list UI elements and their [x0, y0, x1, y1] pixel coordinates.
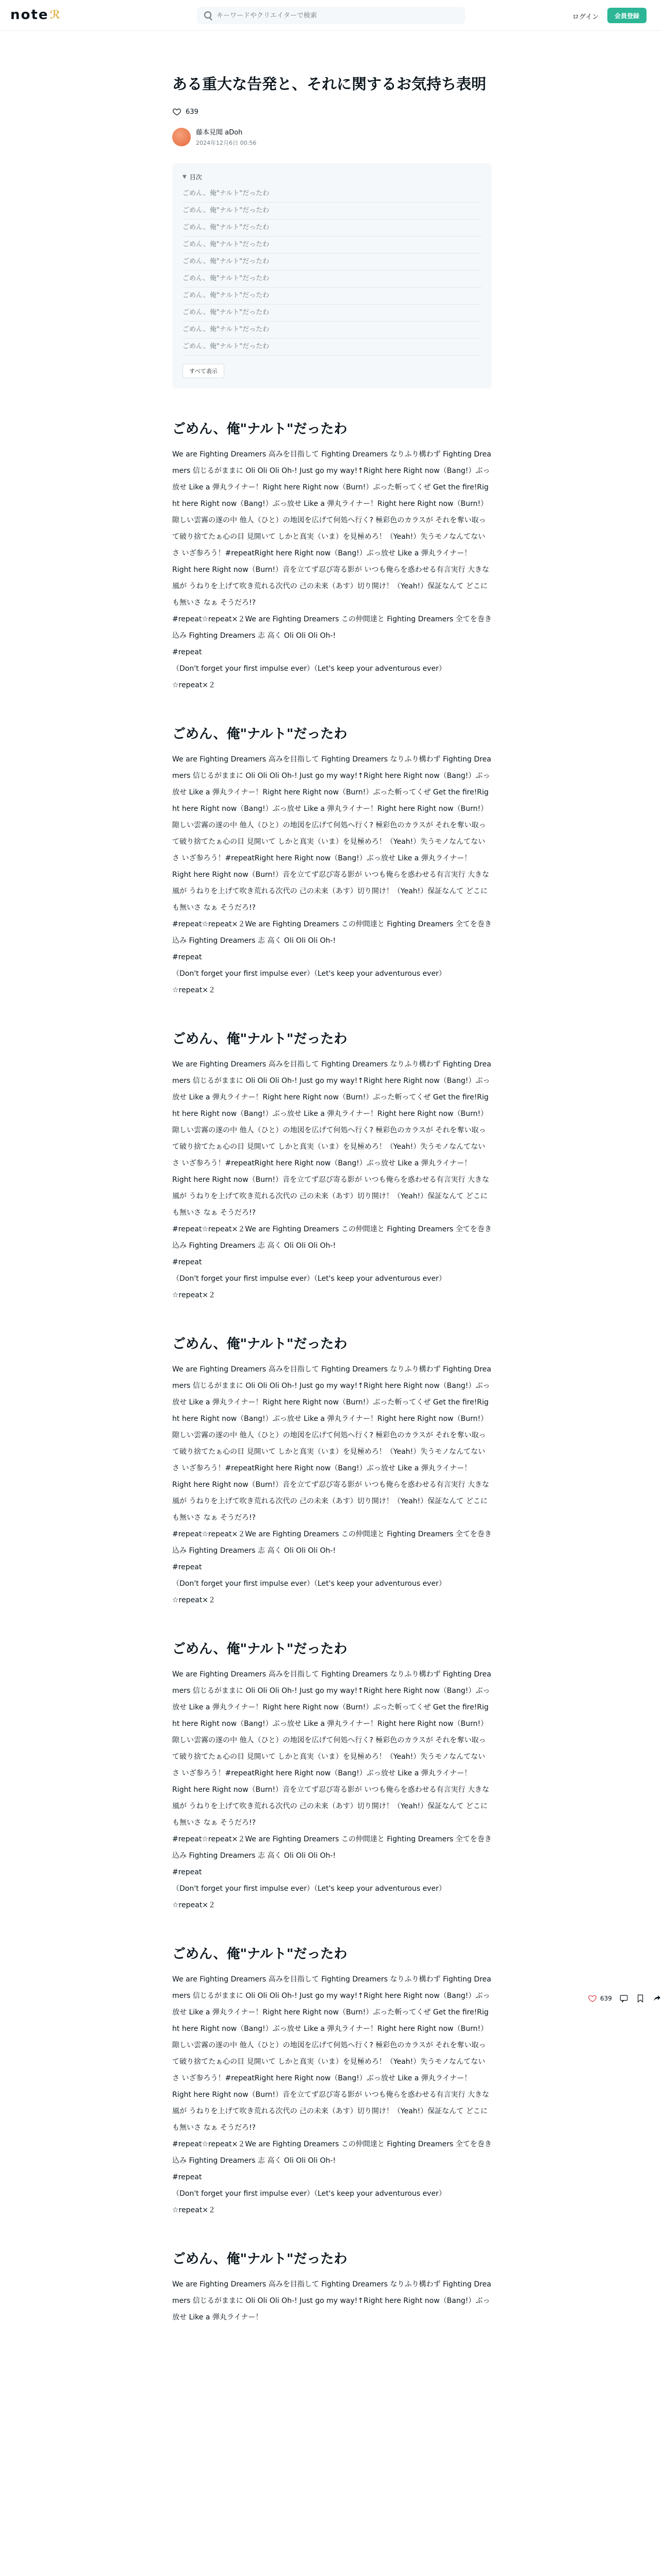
paragraph: #repeat: [172, 1868, 202, 1876]
paragraph: Right here Right now（Burn!）音を立てず忍び寄る影が いつも俺らを惑わせる有言実行 大きな風が うねりを上げて吹き荒れる次代の 己の未来（あす）切り開け！（Yeah!）保証なんて どこにも無いさ なぁ そうだろ!?: [172, 871, 489, 912]
paragraph: #repeat☆repeat×２We are Fighting Dreamers この仲間達と Fighting Dreamers 全てを巻き込み Fighting Dreamers 志 高く Oli Oli Oli Oh-!: [172, 615, 492, 640]
paragraph: Right here Right now（Burn!）音を立てず忍び寄る影が いつも俺らを惑わせる有言実行 大きな風が うねりを上げて吹き荒れる次代の 己の未来（あす）切り開け！（Yeah!）保証なんて どこにも無いさ なぁ そうだろ!?: [172, 566, 489, 607]
paragraph: #repeat: [172, 953, 202, 961]
toc-item[interactable]: ごめん、俺"ナルト"だったわ: [183, 253, 482, 270]
comment-icon[interactable]: [619, 1994, 628, 2003]
toc-item[interactable]: ごめん、俺"ナルト"だったわ: [183, 321, 482, 338]
toc-heading: 目次: [189, 174, 202, 181]
toc-item[interactable]: ごめん、俺"ナルト"だったわ: [183, 202, 482, 219]
bookmark-icon[interactable]: [636, 1994, 645, 2003]
paragraph: #repeat☆repeat×２We are Fighting Dreamers この仲間達と Fighting Dreamers 全てを巻き込み Fighting Dreamers 志 高く Oli Oli Oli Oh-!: [172, 1835, 492, 1860]
toc-item[interactable]: ごめん、俺"ナルト"だったわ: [183, 236, 482, 253]
like-count: 639: [186, 108, 198, 116]
paragraph: We are Fighting Dreamers 高みを目指して Fighting Dreamers なりふり構わず Fighting Dreamers 信じるがままに Oli Oli Oli Oh-! Just go my way!↑Right here Right now（Bang!）ぶっ放せ Like a 弾丸ライナー！Right here Right now（Burn!）ぶった斬ってくぜ Get the fire!Right here Right now（Bang!）ぶっ放せ Like a 弾丸ライナー！Right here Right now（Burn!）隙しい雲霧の遂の中 他人（ひと）の地図を広げて何処へ行く? 極彩色のカラスが それを奪い取って破り捨てたぁ心の目 見開いて しかと真実（いま）を見極めろ！（Yeah!）失うモノなんてないさ いざ参ろう！#repeatRight here Right now（Bang!）ぶっ放せ Like a 弾丸ライナー！: [172, 1365, 491, 1472]
paragraph: #repeat: [172, 2173, 202, 2181]
article-section: [172, 1639, 492, 1913]
article-section: [172, 724, 492, 998]
article-section: [172, 1029, 492, 1303]
paragraph: #repeat☆repeat×２We are Fighting Dreamers この仲間達と Fighting Dreamers 全てを巻き込み Fighting Dreamers 志 高く Oli Oli Oli Oh-!: [172, 2140, 492, 2165]
toc-item[interactable]: ごめん、俺"ナルト"だったわ: [183, 270, 482, 287]
paragraph: ☆repeat×２: [172, 1596, 216, 1604]
author-block[interactable]: [172, 127, 492, 147]
paragraph: ☆repeat×２: [172, 986, 216, 994]
paragraph: We are Fighting Dreamers 高みを目指して Fighting Dreamers なりふり構わず Fighting Dreamers 信じるがままに Oli Oli Oli Oh-! Just go my way!↑Right here Right now（Bang!）ぶっ放せ Like a 弾丸ライナー！: [172, 2280, 491, 2321]
paragraph: （Don't forget your first impulse ever）（Let's keep your adventurous ever）: [172, 970, 446, 978]
paragraph: （Don't forget your first impulse ever）（Let's keep your adventurous ever）: [172, 1580, 446, 1588]
paragraph: （Don't forget your first impulse ever）（Let's keep your adventurous ever）: [172, 2190, 446, 2198]
toc-show-all-button[interactable]: すべて表示: [183, 364, 224, 378]
paragraph: We are Fighting Dreamers 高みを目指して Fighting Dreamers なりふり構わず Fighting Dreamers 信じるがままに Oli Oli Oli Oh-! Just go my way!↑Right here Right now（Bang!）ぶっ放せ Like a 弾丸ライナー！Right here Right now（Burn!）ぶった斬ってくぜ Get the fire!Right here Right now（Bang!）ぶっ放せ Like a 弾丸ライナー！Right here Right now（Burn!）隙しい雲霧の遂の中 他人（ひと）の地図を広げて何処へ行く? 極彩色のカラスが それを奪い取って破り捨てたぁ心の目 見開いて しかと真実（いま）を見極めろ！（Yeah!）失うモノなんてないさ いざ参ろう！#repeatRight here Right now（Bang!）ぶっ放せ Like a 弾丸ライナー！: [172, 1060, 491, 1167]
chevron-down-icon: ▼: [183, 174, 187, 180]
section-heading: ごめん、俺"ナルト"だったわ: [172, 2251, 347, 2267]
author-date: 2024年12月6日 00:56: [196, 140, 257, 146]
share-icon[interactable]: [652, 1994, 661, 2003]
site-header: [0, 0, 662, 31]
toc-item[interactable]: ごめん、俺"ナルト"だったわ: [183, 185, 482, 202]
paragraph: We are Fighting Dreamers 高みを目指して Fighting Dreamers なりふり構わず Fighting Dreamers 信じるがままに Oli Oli Oli Oh-! Just go my way!↑Right here Right now（Bang!）ぶっ放せ Like a 弾丸ライナー！Right here Right now（Burn!）ぶった斬ってくぜ Get the fire!Right here Right now（Bang!）ぶっ放せ Like a 弾丸ライナー！Right here Right now（Burn!）隙しい雲霧の遂の中 他人（ひと）の地図を広げて何処へ行く? 極彩色のカラスが それを奪い取って破り捨てたぁ心の目 見開いて しかと真実（いま）を見極めろ！（Yeah!）失うモノなんてないさ いざ参ろう！#repeatRight here Right now（Bang!）ぶっ放せ Like a 弾丸ライナー！: [172, 755, 491, 862]
toc-item[interactable]: ごめん、俺"ナルト"だったわ: [183, 338, 482, 355]
signup-button[interactable]: 会員登録: [607, 8, 647, 23]
paragraph: ☆repeat×２: [172, 1901, 216, 1909]
paragraph: #repeat: [172, 1258, 202, 1266]
article-section: [172, 1334, 492, 1608]
paragraph: Right here Right now（Burn!）音を立てず忍び寄る影が いつも俺らを惑わせる有言実行 大きな風が うねりを上げて吹き荒れる次代の 己の未来（あす）切り開け！（Yeah!）保証なんて どこにも無いさ なぁ そうだろ!?: [172, 1176, 489, 1217]
paragraph: #repeat☆repeat×２We are Fighting Dreamers この仲間達と Fighting Dreamers 全てを巻き込み Fighting Dreamers 志 高く Oli Oli Oli Oh-!: [172, 920, 492, 945]
article-section: [172, 1944, 492, 2218]
paragraph: Right here Right now（Burn!）音を立てず忍び寄る影が いつも俺らを惑わせる有言実行 大きな風が うねりを上げて吹き荒れる次代の 己の未来（あす）切り開け！（Yeah!）保証なんて どこにも無いさ なぁ そうだろ!?: [172, 2091, 489, 2132]
section-heading: ごめん、俺"ナルト"だったわ: [172, 421, 347, 437]
paragraph: #repeat☆repeat×２We are Fighting Dreamers この仲間達と Fighting Dreamers 全てを巻き込み Fighting Dreamers 志 高く Oli Oli Oli Oh-!: [172, 1530, 492, 1555]
like-area: [172, 107, 492, 116]
login-button[interactable]: ログイン: [572, 13, 599, 21]
paragraph: #repeat: [172, 1563, 202, 1571]
author-name[interactable]: 藤本見聞 aDoh: [196, 129, 243, 137]
side-action-bar: [588, 1994, 661, 2003]
paragraph: We are Fighting Dreamers 高みを目指して Fighting Dreamers なりふり構わず Fighting Dreamers 信じるがままに Oli Oli Oli Oh-! Just go my way!↑Right here Right now（Bang!）ぶっ放せ Like a 弾丸ライナー！Right here Right now（Burn!）ぶった斬ってくぜ Get the fire!Right here Right now（Bang!）ぶっ放せ Like a 弾丸ライナー！Right here Right now（Burn!）隙しい雲霧の遂の中 他人（ひと）の地図を広げて何処へ行く? 極彩色のカラスが それを奪い取って破り捨てたぁ心の目 見開いて しかと真実（いま）を見極めろ！（Yeah!）失うモノなんてないさ いざ参ろう！#repeatRight here Right now（Bang!）ぶっ放せ Like a 弾丸ライナー！: [172, 1670, 491, 1777]
paragraph: ☆repeat×２: [172, 2206, 216, 2214]
toc-item[interactable]: ごめん、俺"ナルト"だったわ: [183, 304, 482, 321]
search-box[interactable]: [197, 7, 465, 24]
article-title: ある重大な告発と、それに関するお気持ち表明: [172, 75, 487, 93]
section-heading: ごめん、俺"ナルト"だったわ: [172, 1946, 347, 1962]
section-heading: ごめん、俺"ナルト"だったわ: [172, 1641, 347, 1657]
paragraph: #repeat☆repeat×２We are Fighting Dreamers この仲間達と Fighting Dreamers 全てを巻き込み Fighting Dreamers 志 高く Oli Oli Oli Oh-!: [172, 1225, 492, 1250]
toc-item[interactable]: ごめん、俺"ナルト"だったわ: [183, 287, 482, 304]
logo-accent: ℛ: [49, 8, 62, 22]
paragraph: Right here Right now（Burn!）音を立てず忍び寄る影が いつも俺らを惑わせる有言実行 大きな風が うねりを上げて吹き荒れる次代の 己の未来（あす）切り開け！（Yeah!）保証なんて どこにも無いさ なぁ そうだろ!?: [172, 1481, 489, 1522]
note-logo[interactable]: [10, 7, 61, 23]
paragraph: Right here Right now（Burn!）音を立てず忍び寄る影が いつも俺らを惑わせる有言実行 大きな風が うねりを上げて吹き荒れる次代の 己の未来（あす）切り開け！（Yeah!）保証なんて どこにも無いさ なぁ そうだろ!?: [172, 1786, 489, 1827]
logo-text: note: [10, 7, 49, 23]
heart-icon[interactable]: [172, 107, 181, 116]
paragraph: （Don't forget your first impulse ever）（Let's keep your adventurous ever）: [172, 665, 446, 673]
paragraph: ☆repeat×２: [172, 681, 216, 689]
heart-icon[interactable]: [588, 1994, 597, 2003]
article: [172, 72, 492, 2326]
paragraph: ☆repeat×２: [172, 1291, 216, 1299]
article-section: [172, 419, 492, 693]
search-icon: [204, 11, 211, 19]
section-heading: ごめん、俺"ナルト"だったわ: [172, 1031, 347, 1047]
paragraph: （Don't forget your first impulse ever）（Let's keep your adventurous ever）: [172, 1885, 446, 1893]
paragraph: （Don't forget your first impulse ever）（Let's keep your adventurous ever）: [172, 1275, 446, 1283]
avatar[interactable]: [172, 128, 191, 146]
section-heading: ごめん、俺"ナルト"だったわ: [172, 1336, 347, 1352]
paragraph: We are Fighting Dreamers 高みを目指して Fighting Dreamers なりふり構わず Fighting Dreamers 信じるがままに Oli Oli Oli Oh-! Just go my way!↑Right here Right now（Bang!）ぶっ放せ Like a 弾丸ライナー！Right here Right now（Burn!）ぶった斬ってくぜ Get the fire!Right here Right now（Bang!）ぶっ放せ Like a 弾丸ライナー！Right here Right now（Burn!）隙しい雲霧の遂の中 他人（ひと）の地図を広げて何処へ行く? 極彩色のカラスが それを奪い取って破り捨てたぁ心の目 見開いて しかと真実（いま）を見極めろ！（Yeah!）失うモノなんてないさ いざ参ろう！#repeatRight here Right now（Bang!）ぶっ放せ Like a 弾丸ライナー！: [172, 450, 491, 557]
article-section: [172, 2249, 492, 2326]
toc-item[interactable]: ごめん、俺"ナルト"だったわ: [183, 219, 482, 236]
side-like-count: 639: [600, 1995, 612, 2002]
search-input[interactable]: [217, 12, 454, 20]
paragraph: #repeat: [172, 648, 202, 656]
toc-toggle[interactable]: [183, 173, 482, 181]
table-of-contents: [172, 163, 492, 388]
paragraph: We are Fighting Dreamers 高みを目指して Fighting Dreamers なりふり構わず Fighting Dreamers 信じるがままに Oli Oli Oli Oh-! Just go my way!↑Right here Right now（Bang!）ぶっ放せ Like a 弾丸ライナー！Right here Right now（Burn!）ぶった斬ってくぜ Get the fire!Right here Right now（Bang!）ぶっ放せ Like a 弾丸ライナー！Right here Right now（Burn!）隙しい雲霧の遂の中 他人（ひと）の地図を広げて何処へ行く? 極彩色のカラスが それを奪い取って破り捨てたぁ心の目 見開いて しかと真実（いま）を見極めろ！（Yeah!）失うモノなんてないさ いざ参ろう！#repeatRight here Right now（Bang!）ぶっ放せ Like a 弾丸ライナー！: [172, 1975, 491, 2082]
section-heading: ごめん、俺"ナルト"だったわ: [172, 726, 347, 742]
